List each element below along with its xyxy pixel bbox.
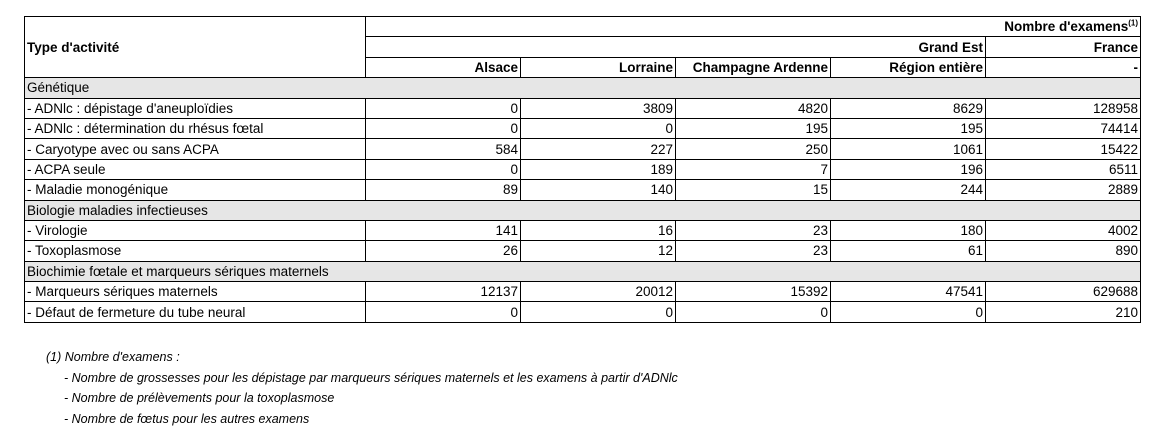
cell-lorraine: 20012 [521, 282, 676, 302]
cell-france: 4002 [986, 220, 1141, 240]
cell-champagne-ardenne: 15392 [676, 282, 831, 302]
column-header-champagne-ardenne: Champagne Ardenne [676, 57, 831, 77]
cell-france: 15422 [986, 139, 1141, 159]
table-row [25, 159, 1141, 179]
column-header-region-entiere: Région entière [831, 57, 986, 77]
cell-alsace: 0 [366, 98, 521, 118]
cell-lorraine: 189 [521, 159, 676, 179]
section-row [25, 200, 1141, 220]
cell-champagne-ardenne: 0 [676, 302, 831, 322]
cell-france: 128958 [986, 98, 1141, 118]
footnotes [46, 347, 678, 429]
cell-lorraine: 0 [521, 302, 676, 322]
exam-count-header [366, 17, 1141, 37]
cell-region-entiere: 196 [831, 159, 986, 179]
section-title: Génétique [25, 78, 1141, 98]
cell-champagne-ardenne: 4820 [676, 98, 831, 118]
cell-region-entiere: 61 [831, 241, 986, 261]
row-label: - ADNlc : dépistage d'aneuploïdies [25, 98, 366, 118]
cell-alsace: 584 [366, 139, 521, 159]
column-header-france-total: - [986, 57, 1141, 77]
cell-france: 890 [986, 241, 1141, 261]
table-row [25, 241, 1141, 261]
section-title: Biochimie fœtale et marqueurs sériques maternels [25, 261, 1141, 281]
cell-alsace: 0 [366, 302, 521, 322]
table-row [25, 302, 1141, 322]
cell-champagne-ardenne: 23 [676, 220, 831, 240]
row-label: - ADNlc : détermination du rhésus fœtal [25, 118, 366, 138]
cell-france: 6511 [986, 159, 1141, 179]
exam-count-note-ref: (1) [1128, 18, 1138, 28]
row-label: - Marqueurs sériques maternels [25, 282, 366, 302]
column-header-alsace: Alsace [366, 57, 521, 77]
cell-alsace: 26 [366, 241, 521, 261]
cell-region-entiere: 180 [831, 220, 986, 240]
section-row [25, 261, 1141, 281]
table-row [25, 180, 1141, 200]
cell-lorraine: 12 [521, 241, 676, 261]
cell-champagne-ardenne: 250 [676, 139, 831, 159]
cell-champagne-ardenne: 7 [676, 159, 831, 179]
footnote-item-samples: - Nombre de prélèvements pour la toxoplasmose [64, 391, 335, 406]
cell-alsace: 0 [366, 118, 521, 138]
exam-count-table [24, 16, 1141, 323]
exam-count-label: Nombre d'examens [1004, 19, 1129, 35]
cell-lorraine: 3809 [521, 98, 676, 118]
table-row [25, 98, 1141, 118]
row-label: - Défaut de fermeture du tube neural [25, 302, 366, 322]
cell-lorraine: 140 [521, 180, 676, 200]
cell-champagne-ardenne: 23 [676, 241, 831, 261]
table-row [25, 282, 1141, 302]
cell-champagne-ardenne: 195 [676, 118, 831, 138]
row-label: - ACPA seule [25, 159, 366, 179]
cell-region-entiere: 244 [831, 180, 986, 200]
cell-lorraine: 16 [521, 220, 676, 240]
cell-region-entiere: 0 [831, 302, 986, 322]
cell-region-entiere: 8629 [831, 98, 986, 118]
cell-france: 2889 [986, 180, 1141, 200]
cell-region-entiere: 47541 [831, 282, 986, 302]
cell-region-entiere: 195 [831, 118, 986, 138]
table-row [25, 118, 1141, 138]
cell-champagne-ardenne: 15 [676, 180, 831, 200]
table-row [25, 139, 1141, 159]
column-header-lorraine: Lorraine [521, 57, 676, 77]
cell-france: 210 [986, 302, 1141, 322]
cell-region-entiere: 1061 [831, 139, 986, 159]
activity-type-header: Type d'activité [25, 17, 366, 78]
section-row [25, 78, 1141, 98]
cell-france: 629688 [986, 282, 1141, 302]
footnote-item-fetuses: - Nombre de fœtus pour les autres examens [64, 411, 310, 426]
row-label: - Maladie monogénique [25, 180, 366, 200]
row-label: - Toxoplasmose [25, 241, 366, 261]
cell-france: 74414 [986, 118, 1141, 138]
section-title: Biologie maladies infectieuses [25, 200, 1141, 220]
cell-lorraine: 0 [521, 118, 676, 138]
table-row [25, 220, 1141, 240]
cell-alsace: 0 [366, 159, 521, 179]
cell-alsace: 141 [366, 220, 521, 240]
grand-est-header: Grand Est [366, 37, 986, 57]
cell-alsace: 12137 [366, 282, 521, 302]
row-label: - Virologie [25, 220, 366, 240]
header-row-1 [25, 17, 1141, 37]
row-label: - Caryotype avec ou sans ACPA [25, 139, 366, 159]
footnote-title: (1) Nombre d'examens : [46, 350, 180, 364]
cell-alsace: 89 [366, 180, 521, 200]
france-header: France [986, 37, 1141, 57]
footnote-item-pregnancies: - Nombre de grossesses pour les dépistage par marqueurs sériques maternels et les examens à partir d'ADNlc [64, 370, 678, 385]
cell-lorraine: 227 [521, 139, 676, 159]
